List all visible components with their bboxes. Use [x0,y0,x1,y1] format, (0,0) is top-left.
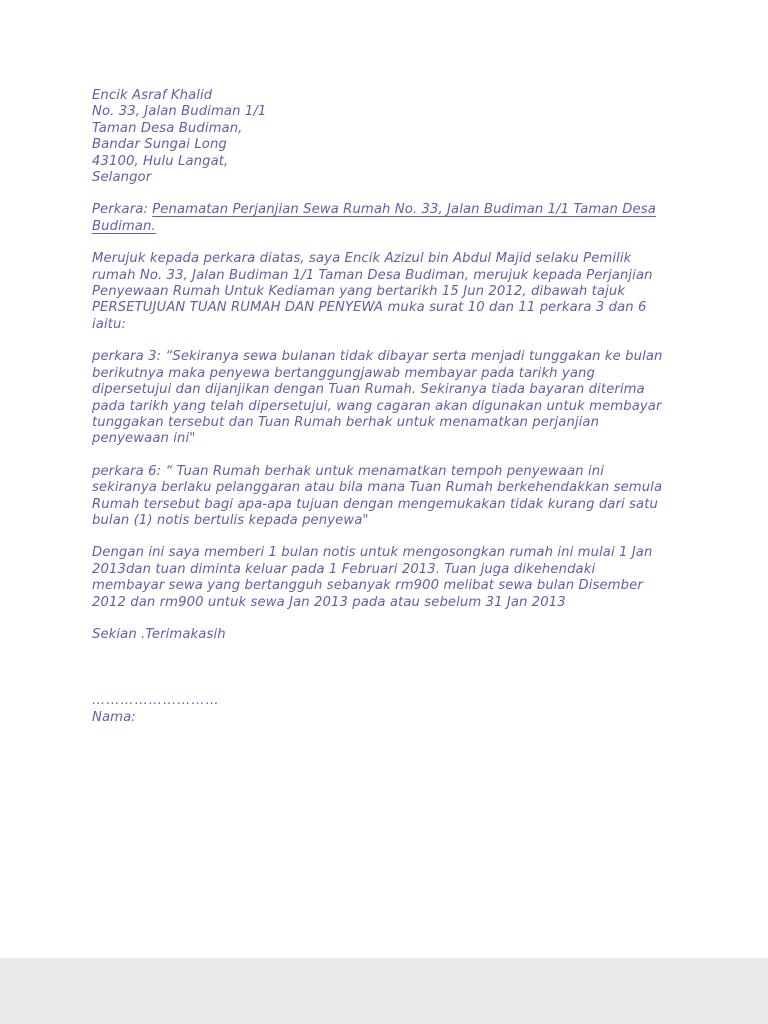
signature-name-label: Nama: [92,709,136,725]
sender-address-line: No. 33, Jalan Budiman 1/1 [92,104,267,120]
sender-address-line: Selangor [92,170,152,186]
paragraph-clause-3: perkara 3: “Sekiranya sewa bulanan tidak dibayar serta menjadi tunggakan ke bulan berikutnya maka penyewa bertanggungjawab membayar pada tarikh yang dipersetujui dan dijanjikan dengan Tuan Rumah. Sekiranya tiada bayaran diterima pada tarikh yang telah dipersetujui, wang cagaran akan digunakan untuk membayar tunggakan tersebut dan Tuan Rumah berhak untuk menamatkan perjanjian penyewaan ini" [92,349,663,447]
paragraph-clause-6: perkara 6: “ Tuan Rumah berhak untuk menamatkan tempoh penyewaan ini sekiranya berlaku pelanggaran atau bila mana Tuan Rumah berkehendakkan semula Rumah tersebut bagi apa-apa tujuan dengan mengemukakan tidak kurang dari satu bulan (1) notis bertulis kepada penyewa" [92,463,663,528]
subject-line [92,202,664,235]
sender-address-line: Bandar Sungai Long [92,137,227,153]
signature-block [92,693,664,726]
sender-address-line: 43100, Hulu Langat, [92,153,229,169]
paragraph-reference: Merujuk kepada perkara diatas, saya Encik Azizul bin Abdul Majid selaku Pemilik rumah No. 33, Jalan Budiman 1/1 Taman Desa Budiman, merujuk kepada Perjanjian Penyewaan Rumah Untuk Kediaman yang bertarikh 15 Jun 2012, dibawah tajuk PERSETUJUAN TUAN RUMAH DAN PENYEWA muka surat 10 dan 11 perkara 3 dan 6 iaitu: [92,251,653,332]
sender-address-line: Encik Asraf Khalid [92,88,213,103]
sender-address-block [92,88,664,186]
letter-body [92,88,664,726]
subject-label: Perkara: [92,202,153,218]
sender-address-line: Taman Desa Budiman, [92,120,243,136]
subject-text: Penamatan Perjanjian Sewa Rumah No. 33, Jalan Budiman 1/1 Taman Desa Budiman. [92,202,656,234]
signature-dotted-line: ……………………… [92,693,220,709]
closing-line: Sekian .Terimakasih [92,626,226,642]
paragraph-notice: Dengan ini saya memberi 1 bulan notis untuk mengosongkan rumah ini mulai 1 Jan 2013dan tuan diminta keluar pada 1 Februari 2013. Tuan juga dikehendaki membayar sewa yang bertangguh sebanyak rm900 melibat sewa bulan Disember 2012 dan rm900 untuk sewa Jan 2013 pada atau sebelum 31 Jan 2013 [92,545,653,610]
